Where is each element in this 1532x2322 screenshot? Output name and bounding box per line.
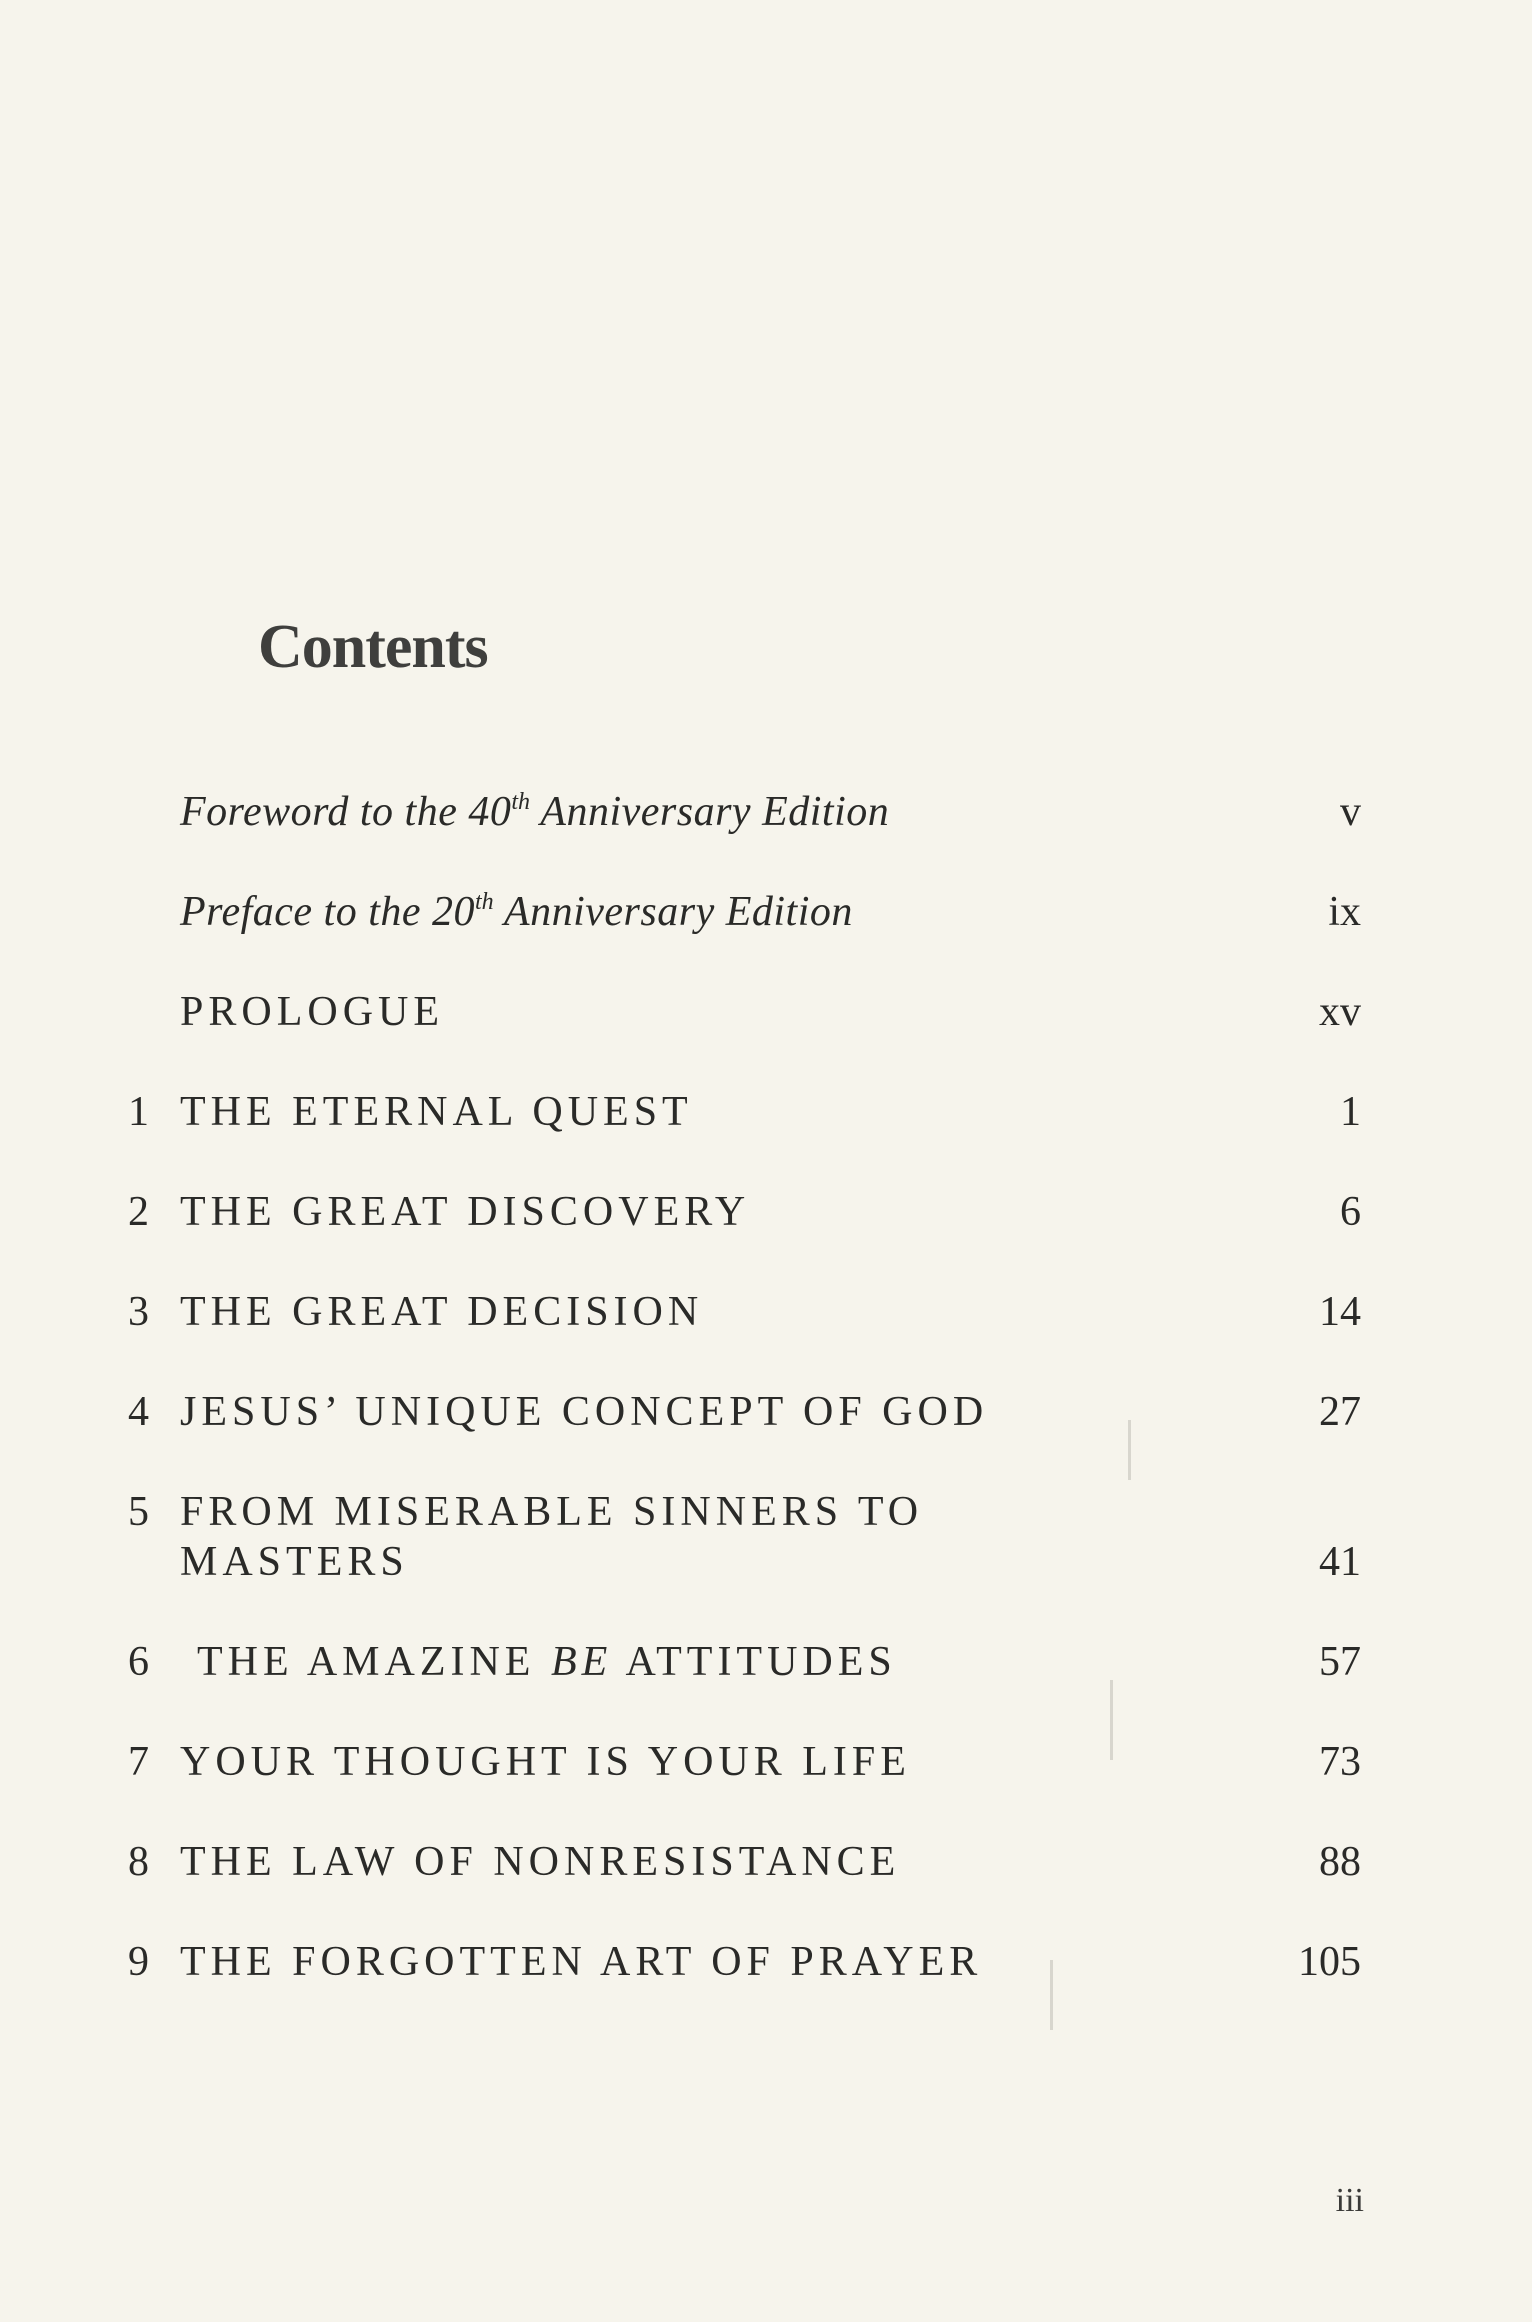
chapter-number: 5 [128,1489,149,1535]
contents-heading: Contents [258,613,488,681]
chapter-number: 6 [128,1639,149,1685]
chapter-number: 4 [128,1389,149,1435]
toc-entry-title: YOUR THOUGHT IS YOUR LIFE [180,1739,911,1785]
toc-page-number: xv [1319,989,1361,1035]
toc-entry-title: THE FORGOTTEN ART OF PRAYER [180,1939,983,1985]
toc-entry-title: Preface to the 20th Anniversary Edition [180,889,853,935]
chapter-number: 2 [128,1189,149,1235]
toc-entry-title: Foreword to the 40th Anniversary Edition [180,789,890,835]
chapter-number: 8 [128,1839,149,1885]
page-folio: iii [1335,2182,1364,2219]
chapter-number: 1 [128,1089,149,1135]
toc-page-number: 73 [1319,1739,1361,1785]
toc-page-number: 14 [1319,1289,1361,1335]
chapter-number: 3 [128,1289,149,1335]
toc-entry-title-line-1: FROM MISERABLE SINNERS TO [180,1489,924,1535]
toc-page-number: ix [1328,889,1361,935]
toc-entry-title: JESUS’ UNIQUE CONCEPT OF GOD [180,1389,989,1435]
toc-page-number: v [1340,789,1361,835]
toc-entry-title: THE GREAT DECISION [180,1289,704,1335]
toc-entry-title: THE GREAT DISCOVERY [180,1189,751,1235]
toc-page-number: 57 [1319,1639,1361,1685]
toc-entry-title: THE AMAZINE BE ATTITUDES [197,1639,897,1685]
toc-page-number: 105 [1298,1939,1361,1985]
toc-page-number: 1 [1340,1089,1361,1135]
paper-mark [1128,1420,1131,1480]
toc-entry-title: THE ETERNAL QUEST [180,1089,693,1135]
toc-page-number: 6 [1340,1189,1361,1235]
toc-entry-title: THE LAW OF NONRESISTANCE [180,1839,901,1885]
chapter-number: 9 [128,1939,149,1985]
paper-mark [1110,1680,1113,1760]
paper-mark [1050,1960,1053,2030]
toc-page-number: 88 [1319,1839,1361,1885]
chapter-number: 7 [128,1739,149,1785]
toc-page-number: 27 [1319,1389,1361,1435]
toc-page-number: 41 [1319,1539,1361,1585]
toc-entry-title-line-2: MASTERS [180,1539,409,1585]
toc-entry-title: PROLOGUE [180,989,445,1035]
